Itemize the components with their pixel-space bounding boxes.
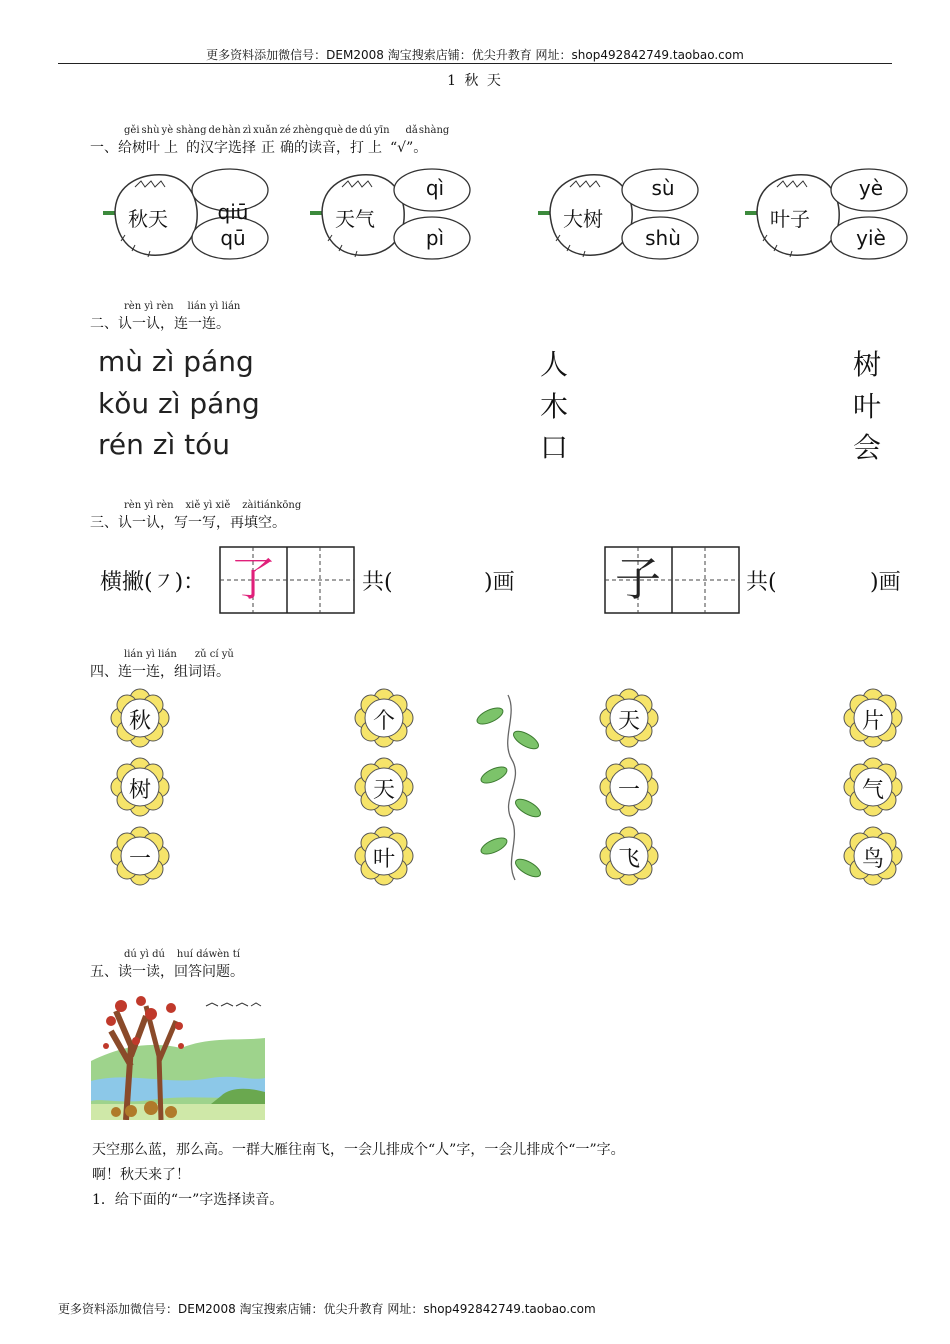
stroke-label: 横撇(㇇)： [100,570,206,595]
flower-char[interactable]: 树 [128,778,151,803]
q1-question: 一、给树叶 上 的汉字选择 正 确的读音，打 上 “√”。 [90,140,428,156]
flower-char[interactable]: 秋 [128,709,151,734]
stroke-count-open-2: 共( [746,570,777,595]
q2-question: 二、认一认，连一连。 [90,316,230,332]
q5-pinyin: dú yì dú huí dáwèn tí [124,949,240,960]
autumn-illustration [91,986,265,1120]
py: shù [141,125,160,136]
stroke-count-close-1: )画 [484,570,515,595]
py: yīn [374,125,390,136]
leaf-word: 秋天 [128,207,168,231]
lesson-title: 1 秋 天 [447,73,503,89]
py: zé [279,125,291,136]
py: zhèng [292,125,324,136]
radical-char[interactable]: 口 [540,431,569,464]
py: gěi [124,125,140,136]
q2-pinyin: rèn yì rèn lián yì lián [124,301,241,312]
flower-char[interactable]: 片 [861,709,884,734]
option-a[interactable]: qì [425,176,445,200]
q3-pinyin: rèn yì rèn xiě yì xiě zàitiánkōng [124,500,302,511]
option-b[interactable]: shù [645,226,681,250]
radical-pinyin[interactable]: mù zì páng [98,345,254,378]
page-footer: 更多资料添加微信号：DEM2008 淘宝搜索店铺：优尖升教育 网址：shop492842749.taobao.com [58,1302,596,1316]
leaf-word: 叶子 [770,207,810,231]
model-char-2: 子 [615,552,661,606]
flower-char[interactable]: 叶 [372,847,395,872]
py: hàn [221,125,241,136]
radical-pinyin[interactable]: kǒu zì páng [98,387,260,420]
q4-question: 四、连一连，组词语。 [90,664,230,680]
page-header: 更多资料添加微信号：DEM2008 淘宝搜索店铺：优尖升教育 网址：shop492842749.taobao.com [206,48,744,62]
word-char[interactable]: 会 [853,431,882,464]
option-b[interactable]: yiè [856,226,886,250]
flower-char[interactable]: 个 [372,709,395,734]
q3-question: 三、认一认，写一写，再填空。 [90,515,286,531]
py: de [208,125,221,136]
leaf-word: 天气 [335,207,375,231]
passage-line-1: 天空那么蓝，那么高。一群大雁往南飞，一会儿排成个“人”字，一会儿排成个“一”字。 [92,1142,625,1158]
word-char[interactable]: 叶 [853,390,882,423]
py: zì [242,125,252,136]
q4-pinyin: lián yì lián zǔ cí yǔ [124,649,234,660]
flower-char[interactable]: 天 [617,709,640,734]
py: dú [359,125,373,136]
option-a[interactable]: yè [858,176,884,200]
model-char-1: 了 [230,552,276,606]
py: de [345,125,358,136]
option-b[interactable]: qū [220,226,246,250]
py: què [324,125,344,136]
option-a[interactable]: qiū [217,200,249,224]
stroke-count-open-1: 共( [362,570,393,595]
sub-question-1: 1．给下面的“一”字选择读音。 [92,1192,284,1208]
radical-pinyin[interactable]: rén zì tóu [98,428,231,461]
py: xuǎn [253,125,278,136]
flower-char[interactable]: 一 [617,778,640,803]
radical-char[interactable]: 木 [540,390,569,423]
radical-char[interactable]: 人 [540,348,569,381]
py: shàng [418,125,450,136]
vine-illustration [475,695,543,880]
flower-char[interactable]: 鸟 [861,847,884,872]
py: dǎ [405,125,418,136]
leaf-word: 大树 [563,207,603,231]
flower-char[interactable]: 天 [372,778,395,803]
py: shàng [176,125,207,136]
q5-question: 五、读一读，回答问题。 [90,964,244,980]
option-b[interactable]: pì [425,226,445,250]
py: yè [161,125,174,136]
option-a[interactable]: sù [651,176,675,200]
stroke-count-close-2: )画 [870,570,901,595]
word-char[interactable]: 树 [853,348,882,381]
passage-line-2: 啊！秋天来了！ [92,1167,190,1183]
flower-char[interactable]: 一 [128,847,151,872]
flower-char[interactable]: 气 [861,778,884,803]
flower-char[interactable]: 飞 [617,847,640,872]
